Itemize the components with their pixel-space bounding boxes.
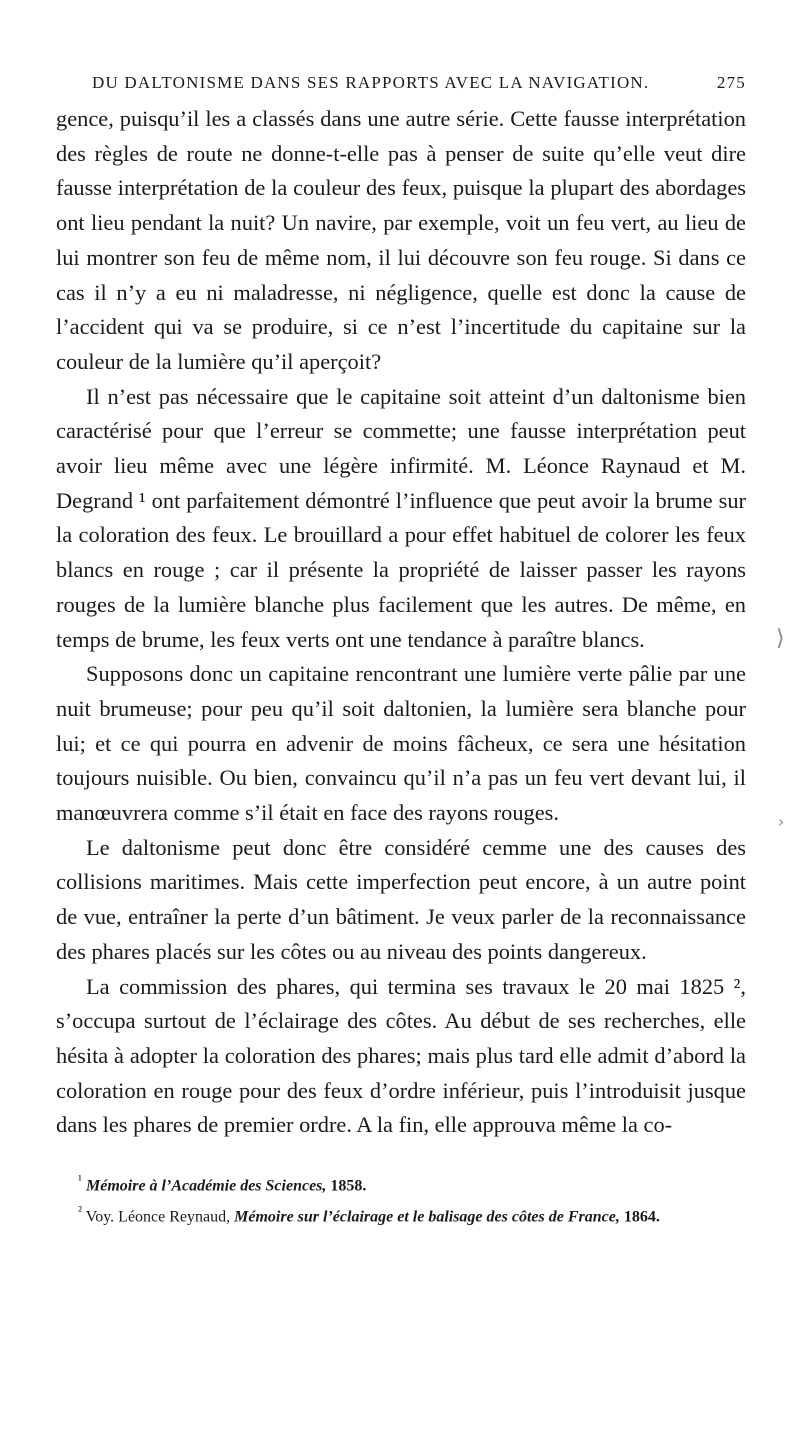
footnotes: [56, 1167, 746, 1230]
footnote-lead: Voy. Léonce Reynaud,: [85, 1208, 231, 1226]
paragraph: La commission des phares, qui termina ses travaux le 20 mai 1825 ², s’occupa surtout de l’éclairage des côtes. Au début de ses recherches, elle hésita à adopter la coloration des phares; mais plus tard elle admit d’abord la coloration en rouge pour des feux d’ordre inférieur, puis l’introduisit jusque dans les phares de premier ordre. A la fin, elle approuva même la co-: [56, 973, 746, 1138]
margin-pencil-mark: ⟩: [776, 626, 785, 651]
running-title: DU DALTONISME DANS SES RAPPORTS AVEC LA NAVIGATION.: [92, 73, 650, 92]
footnote-year: 1858.: [326, 1177, 367, 1195]
footnote-title: Mémoire sur l’éclairage et le balisage des côtes de France,: [230, 1208, 620, 1226]
book-page: [56, 66, 746, 1230]
paragraph: Il n’est pas nécessaire que le capitaine soit atteint d’un daltonisme bien caractérisé pour que l’erreur se commette; une fausse interprétation peut avoir lieu même avec une légère infirmité. M. Léonce Raynaud et M. Degrand ¹ ont parfaitement démontré l’influence que peut avoir la brume sur la coloration des feux. Le brouillard a pour effet habituel de colorer les feux blancs en rouge ; car il présente la propriété de laisser passer les rayons rouges de la lumière blanche plus facilement que les autres. De même, en temps de brume, les feux verts ont une tendance à paraître blancs.: [56, 383, 746, 652]
footnote-2: [78, 1198, 746, 1229]
paragraph: Le daltonisme peut donc être considéré cemme une des causes des collisions maritimes. Mais cette imperfection peut encore, à un autre point de vue, entraîner la perte d’un bâtiment. Je veux parler de la reconnaissance des phares placés sur les côtes ou au niveau des points dangereux.: [56, 834, 746, 964]
page-number: 275: [716, 73, 746, 92]
running-head: [56, 66, 746, 100]
footnote-year: 1864.: [619, 1208, 660, 1226]
footnote-marker: ²: [78, 1203, 82, 1219]
footnote-title: Mémoire à l’Académie des Sciences,: [86, 1177, 327, 1195]
paragraph: Supposons donc un capitaine rencontrant une lumière verte pâlie par une nuit brumeuse; pour peu qu’il soit daltonien, la lumière sera blanche pour lui; et ce qui pourra en advenir de moins fâcheux, ce sera une hésitation toujours nuisible. Ou bien, convaincu qu’il n’a pas un feu vert devant lui, il manœuvrera comme s’il était en face des rayons rouges.: [56, 661, 746, 826]
paragraph: gence, puisqu’il les a classés dans une autre série. Cette fausse interprétation des règles de route ne donne-t-elle pas à penser de suite qu’elle veut dire fausse interprétation de la couleur des feux, puisque la plupart des abordages ont lieu pendant la nuit? Un navire, par exemple, voit un feu vert, au lieu de lui montrer son feu de même nom, il lui découvre son feu rouge. Si dans ce cas il n’y a eu ni maladresse, ni négligence, quelle est donc la cause de l’accident qui va se produire, si ce n’est l’incertitude du capitaine sur la couleur de la lumière qu’il aperçoit?: [56, 106, 746, 374]
footnote-1: [78, 1167, 746, 1198]
footnote-marker: ¹: [78, 1172, 82, 1188]
margin-pencil-mark: ›: [778, 812, 785, 831]
body-text: [56, 102, 746, 1143]
